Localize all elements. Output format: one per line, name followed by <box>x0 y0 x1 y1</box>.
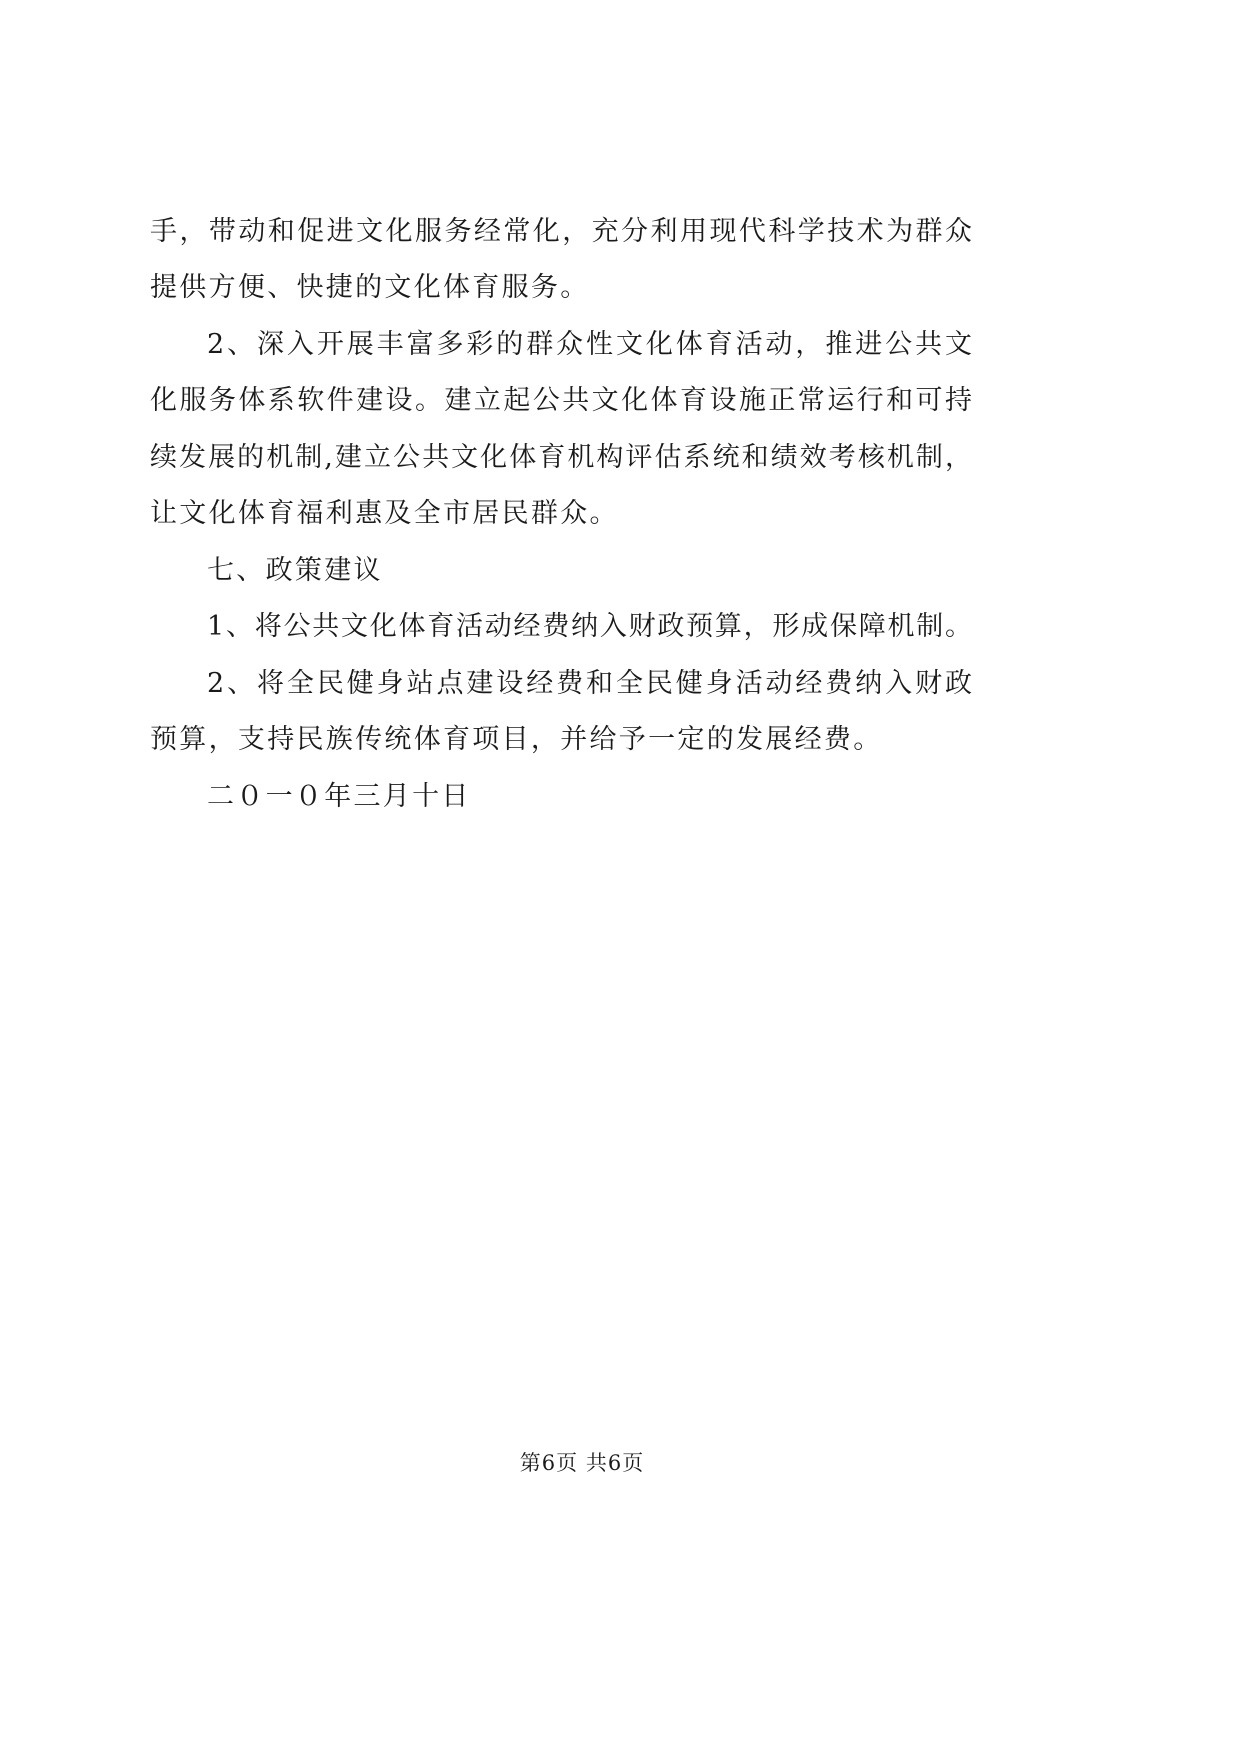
paragraph-start-line: 2、深入开展丰富多彩的群众性文化体育活动，推进公共文 <box>207 329 972 360</box>
body-line: 续发展的机制,建立公共文化体育机构评估系统和绩效考核机制， <box>150 442 972 473</box>
section-heading: 七、政策建议 <box>207 555 383 586</box>
body-line: 提供方便、快捷的文化体育服务。 <box>150 272 590 303</box>
body-line: 让文化体育福利惠及全市居民群众。 <box>150 498 619 529</box>
paragraph-start-line: 1、将公共文化体育活动经费纳入财政预算，形成保障机制。 <box>207 611 972 642</box>
page-footer: 第6页 共6页 <box>519 1451 645 1475</box>
body-line: 预算，支持民族传统体育项目，并给予一定的发展经费。 <box>150 724 883 755</box>
body-line: 化服务体系软件建设。建立起公共文化体育设施正常运行和可持 <box>150 385 972 416</box>
body-line: 手，带动和促进文化服务经常化，充分利用现代科学技术为群众 <box>150 216 972 247</box>
paragraph-start-line: 2、将全民健身站点建设经费和全民健身活动经费纳入财政 <box>207 668 972 699</box>
date-line: 二０一０年三月十日 <box>207 781 471 812</box>
